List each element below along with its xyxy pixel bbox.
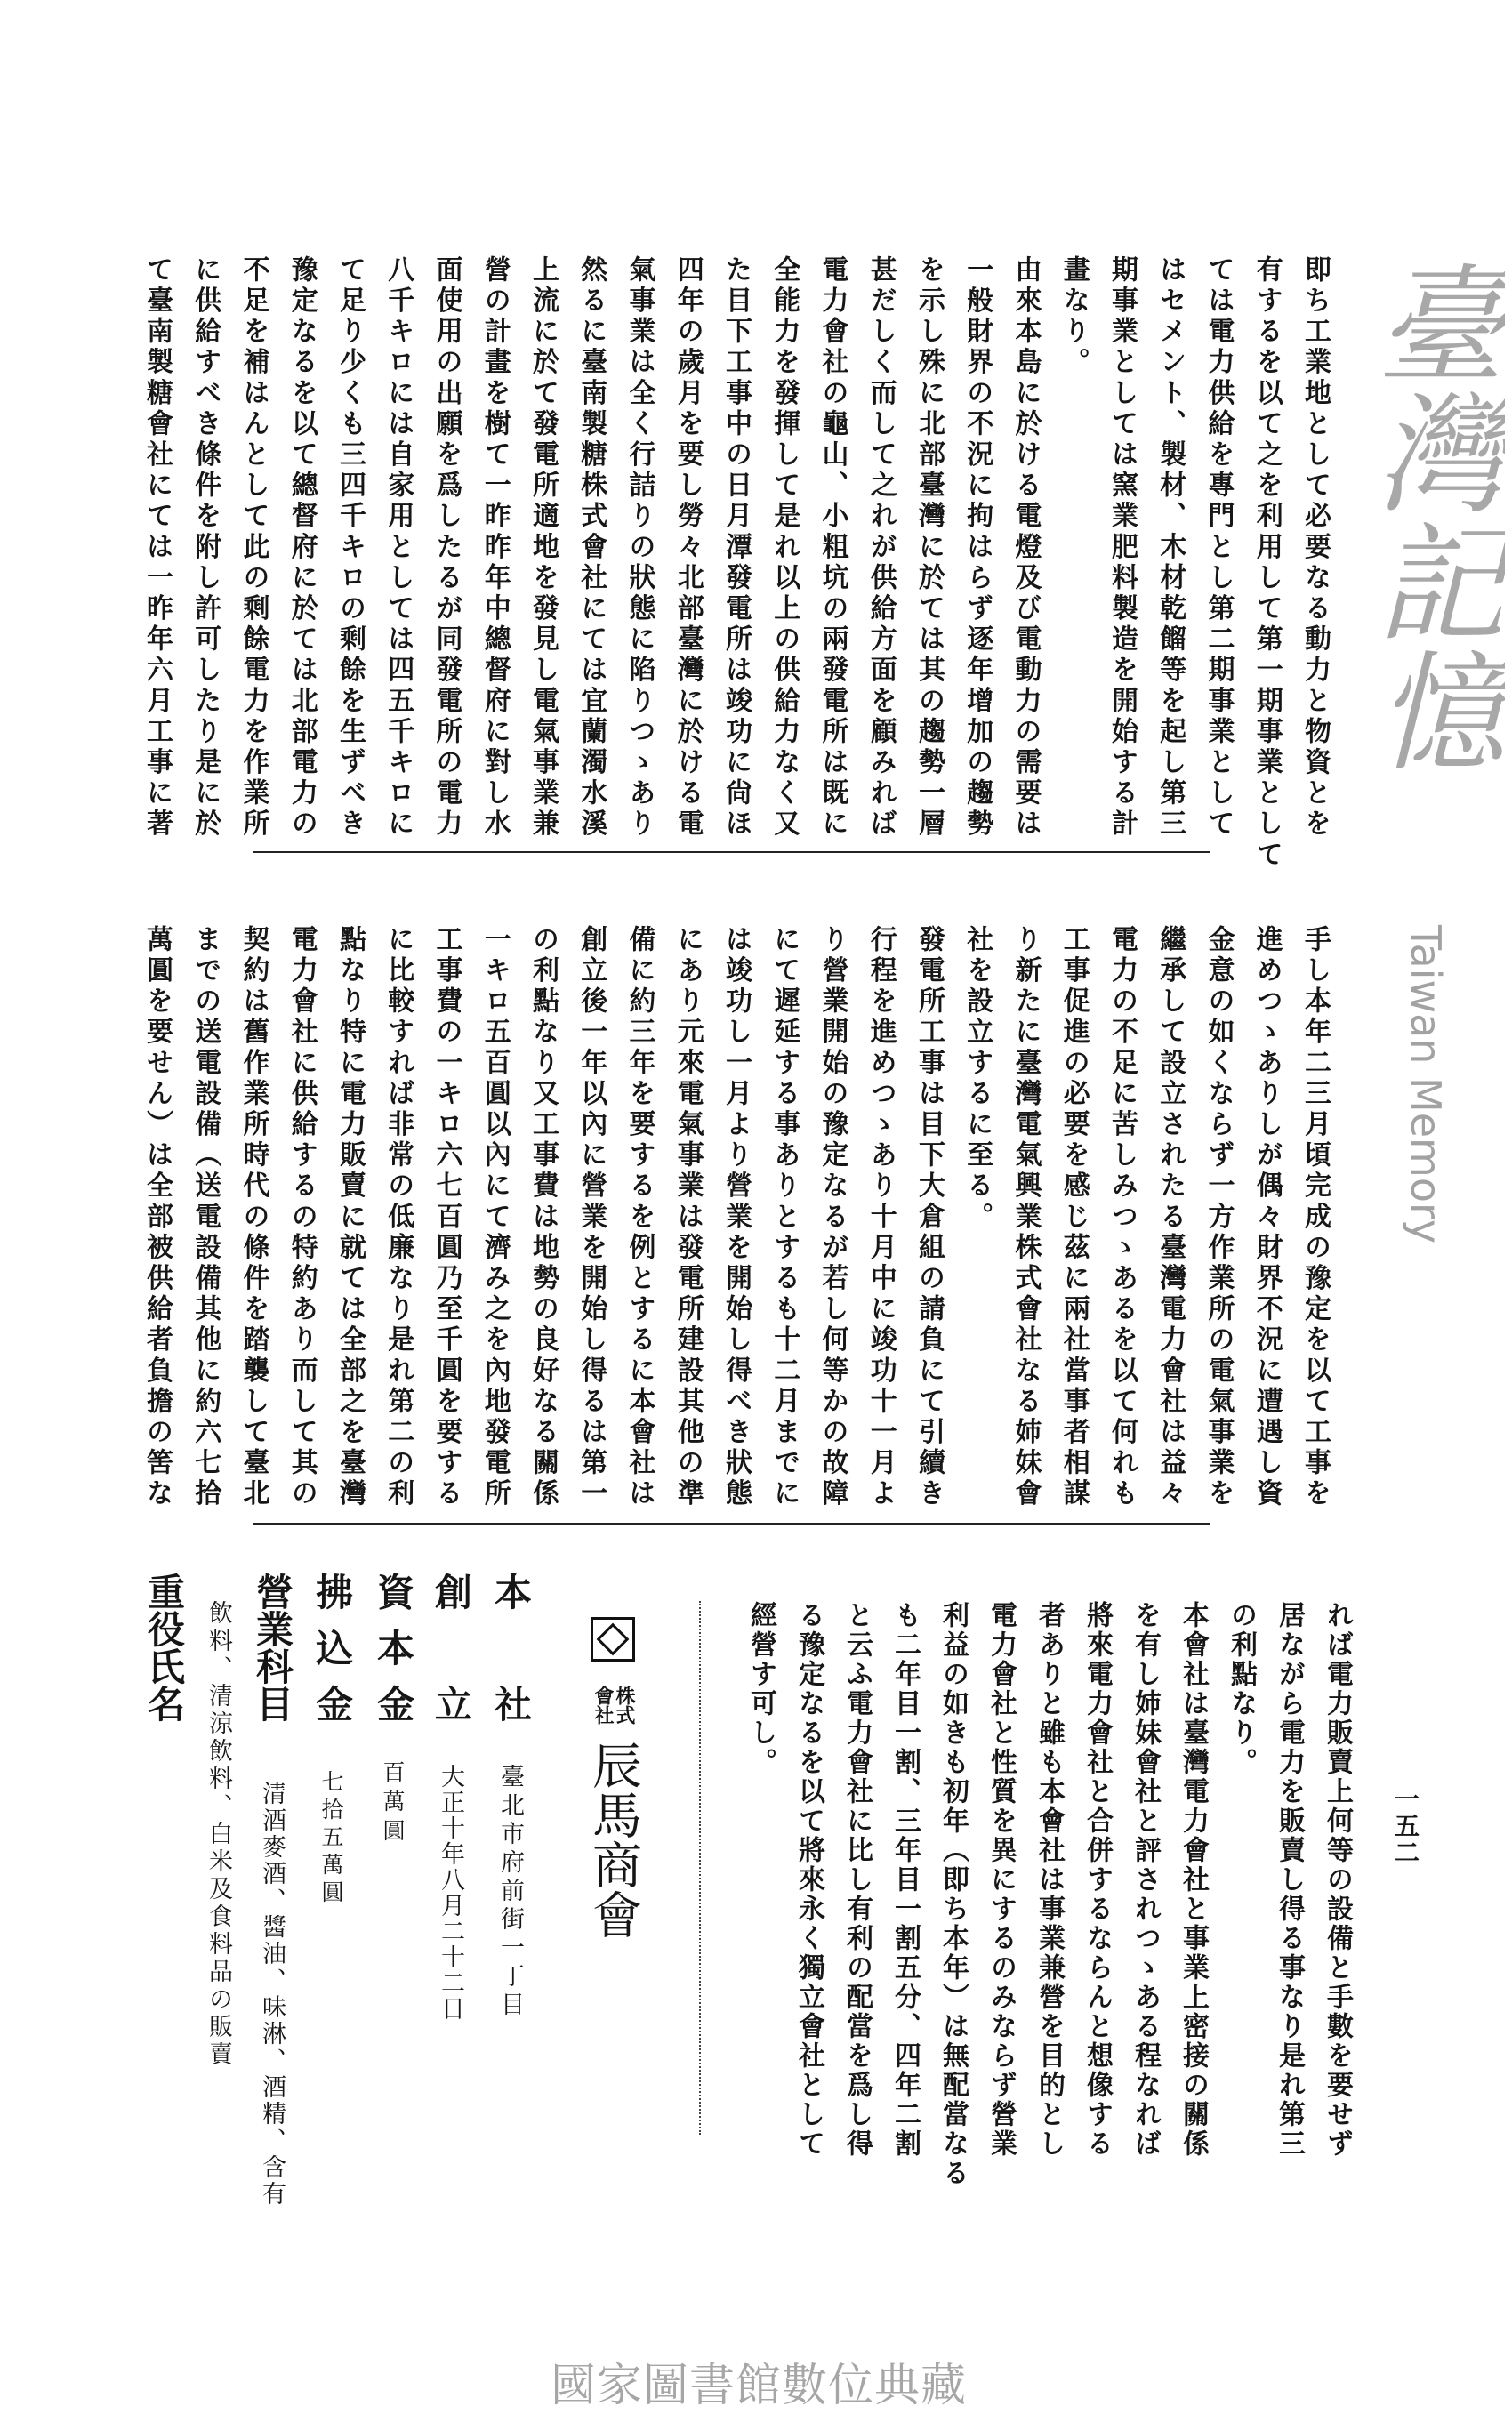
- text-column: 電力會社の龜山、小粗坑の兩發電所は既に: [816, 255, 848, 841]
- text-column: に供給すべき條件を附し許可したり是に於: [189, 255, 221, 841]
- company-logo-icon: [591, 1617, 635, 1662]
- text-column: 進めつゝありしが偶々財界不況に遭遇し資: [1251, 925, 1283, 1510]
- text-column: 經營す可し。: [745, 1601, 776, 1777]
- company-name: 辰馬商會: [584, 1740, 642, 1939]
- text-column: 由來本島に於ける電燈及び電動力の需要は: [1009, 255, 1042, 841]
- text-column: 電力會社に供給するの特約あり而して其の: [286, 925, 318, 1510]
- text-column: 者ありと雖も本會社は事業兼營を目的とし: [1033, 1601, 1065, 2159]
- text-column: を示し殊に北部臺灣に於ては其の趨勢一層: [913, 255, 945, 841]
- text-column: 畫なり。: [1058, 255, 1090, 379]
- value-head-office: 臺北市府前街一丁目: [496, 1764, 524, 2020]
- text-column: の利點なり又工事費は地勢の良好なる關係: [527, 925, 559, 1510]
- text-column: と云ふ電力會社に比し有利の配當を爲し得: [841, 1601, 873, 2159]
- text-column: 不足を補はんとして此の剩餘電力を作業所: [237, 255, 269, 841]
- text-column: 手し本年二三月頃完成の豫定を以て工事を: [1299, 925, 1331, 1510]
- text-column: 然るに臺南製糖株式會社にては宜蘭濁水溪: [575, 255, 607, 841]
- section-divider: [253, 1523, 1210, 1525]
- text-column: 豫定なるを以て總督府に於ては北部電力の: [286, 255, 318, 841]
- dotted-divider: [699, 1601, 701, 2135]
- text-column: にあり元來電氣事業は發電所建設其他の準: [672, 925, 704, 1510]
- text-column: は竣功し一月より營業を開始し得べき狀態: [720, 925, 752, 1510]
- label-head-office: 本社: [489, 1573, 533, 1722]
- text-column: 電力會社と性質を異にするのみならず營業: [985, 1601, 1017, 2159]
- watermark-calligraphy: 臺灣記憶: [1355, 258, 1505, 774]
- text-column: 社を設立するに至る。: [961, 925, 993, 1233]
- text-column: る豫定なるを以て將來永く獨立會社として: [793, 1601, 824, 2159]
- text-column: 行程を進めつゝあり十月中に竣功十一月よ: [865, 925, 897, 1510]
- text-column: り營業開始の豫定なるが若し何等かの故障: [816, 925, 848, 1510]
- text-column: 甚だしく而して之れが供給方面を顧みれば: [865, 255, 897, 841]
- text-column: 繼承して設立されたる臺灣電力會社は益々: [1154, 925, 1186, 1510]
- text-column: 本會社は臺灣電力會社と事業上密接の關係: [1178, 1601, 1209, 2159]
- text-column: り新たに臺灣電氣興業株式會社なる姉妹會: [1009, 925, 1042, 1510]
- label-capital: 資本金: [372, 1573, 415, 1722]
- text-column: 點なり特に電力販賣に就ては全部之を臺灣: [334, 925, 366, 1510]
- text-column: の利點なり。: [1226, 1601, 1257, 1777]
- value-business-continued: 飲料、清涼飲料、白米及食料品の販賣: [205, 1600, 232, 2069]
- value-paid-in: 七拾五萬圓: [318, 1770, 344, 1908]
- value-business: 清酒麥酒、醬油、味淋、酒精、含有: [258, 1781, 286, 2208]
- text-column: 備に約三年を要するを例とするに本會社は: [623, 925, 655, 1510]
- text-column: れば電力販賣上何等の設備と手數を要せず: [1322, 1601, 1353, 2159]
- text-column: て臺南製糖會社にては一昨年六月工事に著: [141, 255, 173, 841]
- text-column: 利益の如きも初年（即ち本年）は無配當なる: [937, 1601, 969, 2188]
- text-column: て足り少くも三四千キロの剩餘を生ずべき: [334, 255, 366, 841]
- text-column: までの送電設備（送電設備其他に約六七拾: [189, 925, 221, 1510]
- text-column: 八千キロには自家用としては四五千キロに: [382, 255, 414, 841]
- page-number: 一五二: [1391, 1786, 1420, 1866]
- text-column: 工事促進の必要を感じ茲に兩社當事者相謀: [1058, 925, 1090, 1510]
- text-column: 工事費の一キロ六七百圓乃至千圓を要する: [430, 925, 462, 1510]
- text-column: ては電力供給を專門とし第二期事業として: [1202, 255, 1235, 841]
- text-column: 期事業としては窯業肥料製造を開始する計: [1106, 255, 1138, 841]
- text-column: 有するを以て之を利用して第一期事業として: [1251, 255, 1283, 871]
- text-column: 上流に於て發電所適地を發見し電氣事業兼: [527, 255, 559, 841]
- text-column: 即ち工業地として必要なる動力と物資とを: [1299, 255, 1331, 841]
- text-column: にて遲延する事ありとするも十二月までに: [768, 925, 800, 1510]
- text-column: 一般財界の不況に拘はらず逐年增加の趨勢: [961, 255, 993, 841]
- footer-credit: 國家圖書館數位典藏: [551, 2360, 968, 2412]
- value-founded: 大正十年八月二十二日: [437, 1764, 464, 2022]
- text-column: た目下工事中の日月潭發電所は竣功に尙ほ: [720, 255, 752, 841]
- text-column: に比較すれば非常の低廉なり是れ第二の利: [382, 925, 414, 1510]
- watermark-english: Taiwan Memory: [1402, 925, 1450, 1244]
- text-column: 四年の歲月を要し勞々北部臺灣に於ける電: [672, 255, 704, 841]
- text-column: 將來電力會社と合併するならんと想像する: [1082, 1601, 1113, 2159]
- section-divider: [253, 851, 1210, 853]
- label-business: 營業科目: [251, 1573, 294, 1722]
- text-column: 契約は舊作業所時代の條件を踏襲して臺北: [237, 925, 269, 1510]
- text-column: 發電所工事は目下大倉組の請負にて引續き: [913, 925, 945, 1510]
- value-capital: 百萬圓: [380, 1760, 406, 1848]
- company-type: 株式會社: [591, 1686, 636, 1725]
- text-column: を有し姉妹會社と評されつゝある程なれば: [1130, 1601, 1161, 2159]
- text-column: 全能力を發揮して是れ以上の供給力なく又: [768, 255, 800, 841]
- label-paid-in: 拂込金: [310, 1573, 354, 1722]
- text-column: も二年目一割、三年目一割五分、四年二割: [889, 1601, 921, 2159]
- text-column: 一キロ五百圓以內にて濟み之を內地發電所: [479, 925, 511, 1510]
- text-column: 萬圓を要せん）は全部被供給者負擔の筈な: [141, 925, 173, 1510]
- text-column: はセメント、製材、木材乾餾等を起し第三: [1154, 255, 1186, 841]
- label-directors: 重役氏名: [142, 1573, 186, 1722]
- text-column: 居ながら電力を販賣し得る事なり是れ第三: [1274, 1601, 1305, 2159]
- text-column: 電力の不足に苦しみつゝあるを以て何れも: [1106, 925, 1138, 1510]
- text-column: 創立後一年以內に營業を開始し得るは第一: [575, 925, 607, 1510]
- label-founded: 創立: [430, 1573, 473, 1722]
- text-column: 面使用の出願を爲したるが同發電所の電力: [430, 255, 462, 841]
- text-column: 氣事業は全く行詰りの狀態に陷りつゝあり: [623, 255, 655, 841]
- text-column: 營の計畫を樹て一昨昨年中總督府に對し水: [479, 255, 511, 841]
- text-column: 金意の如くならず一方作業所の電氣事業を: [1202, 925, 1235, 1510]
